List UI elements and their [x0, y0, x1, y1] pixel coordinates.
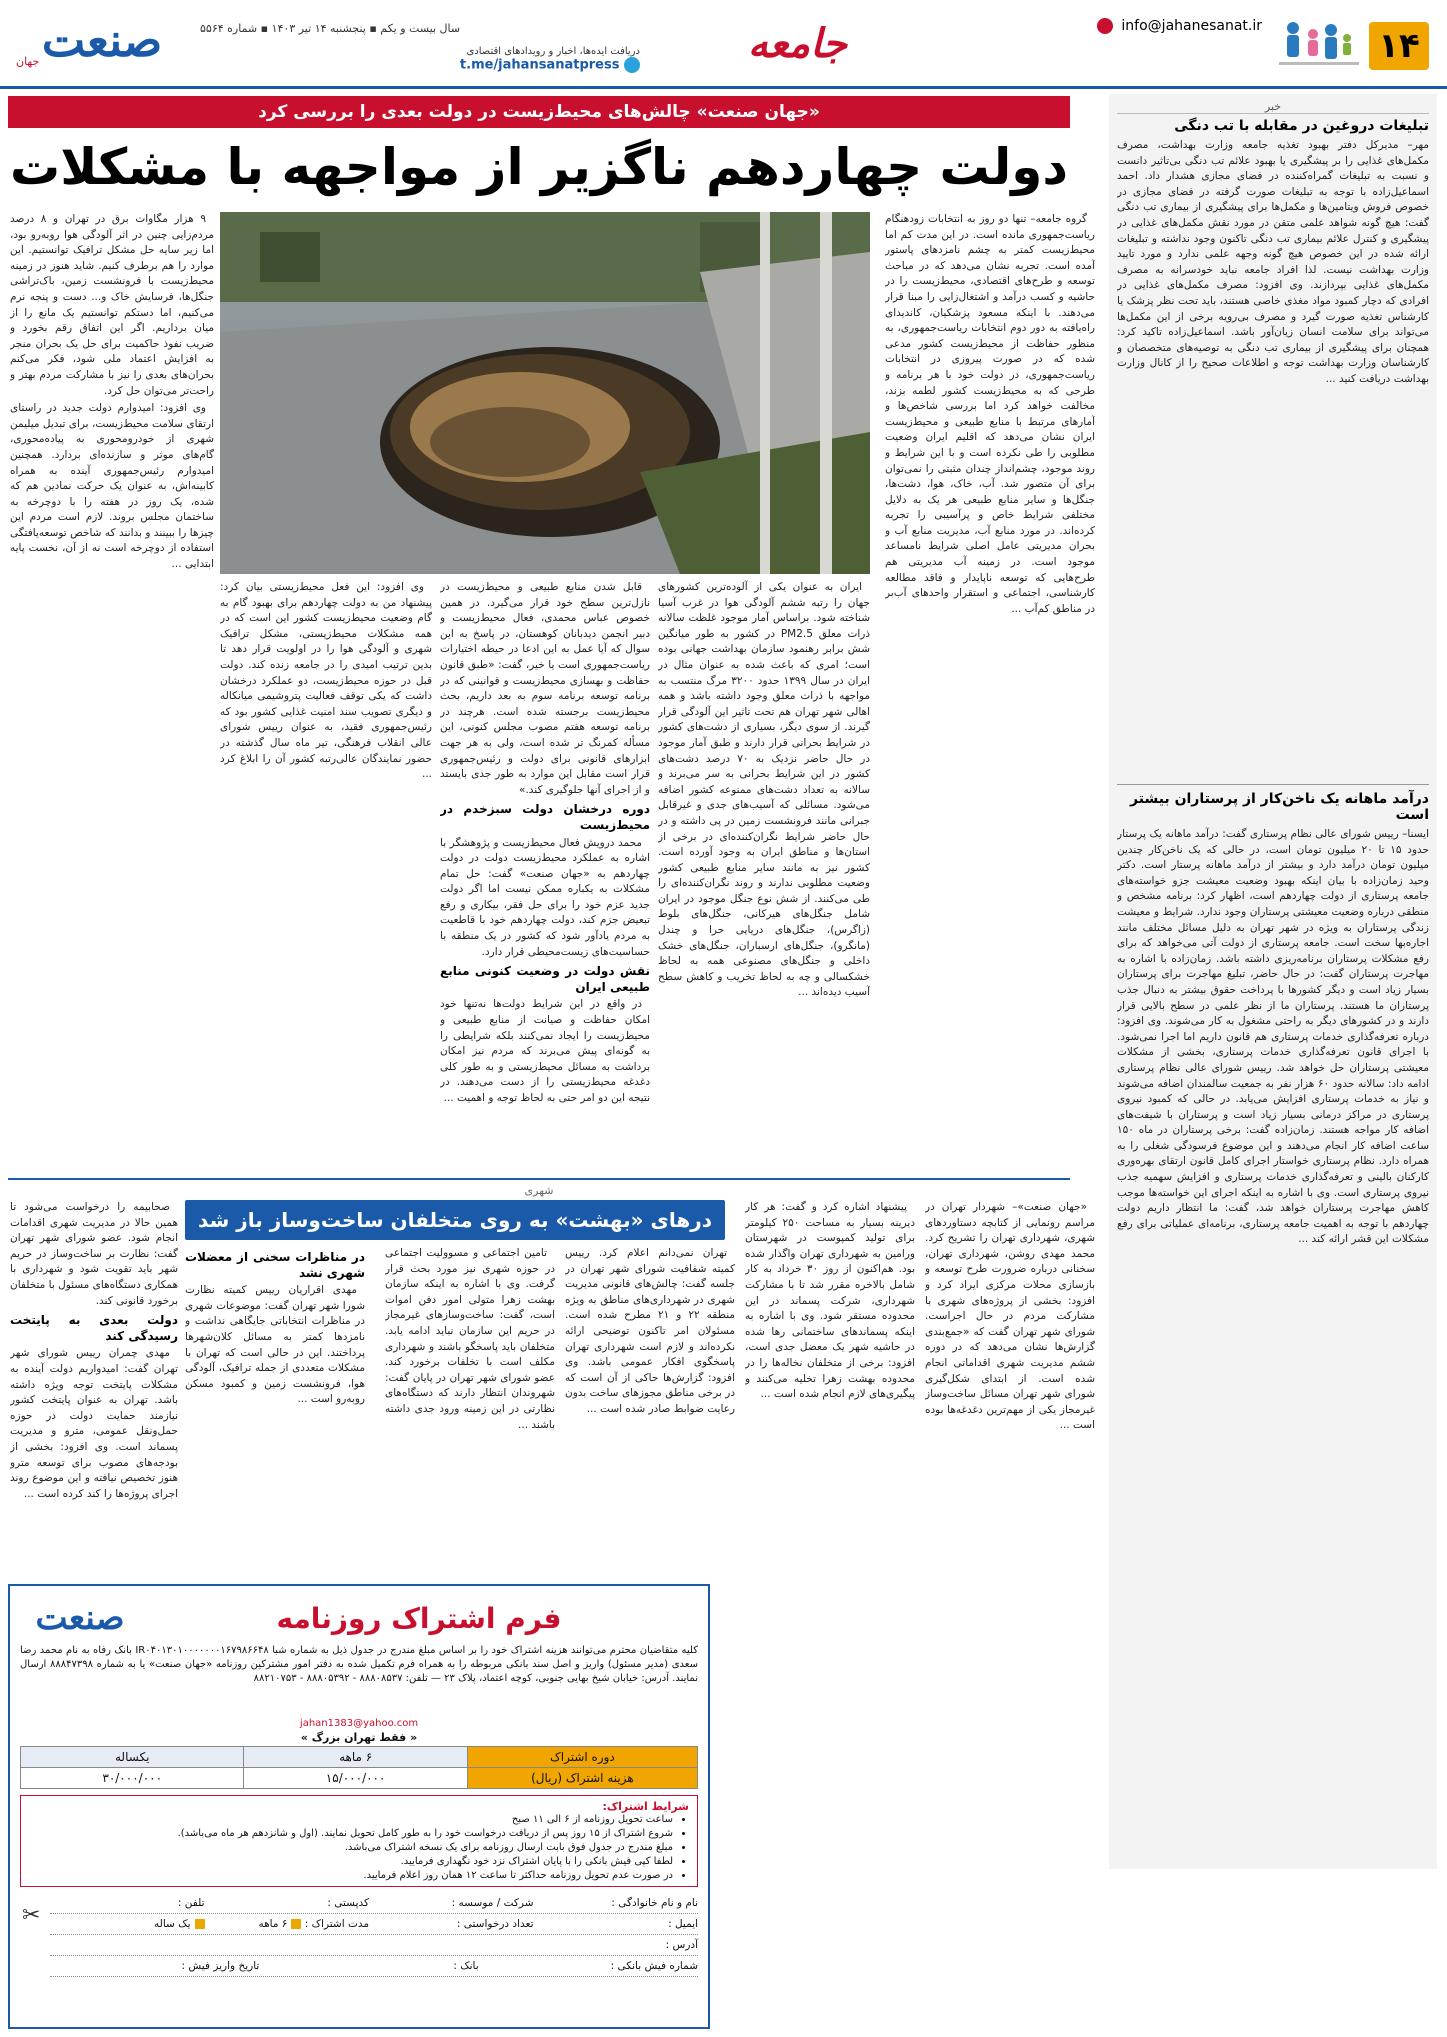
field-period: مدت اشتراک :	[304, 1918, 369, 1930]
bottom-subhead-2: دولت بعدی به پایتخت رسیدگی کند	[10, 1313, 178, 1343]
bottom-column-1: «جهان صنعت»– شهردار تهران در مراسم رونمایی از کتابچه دستاوردهای شهری، شهرداری تهران را تشریح کرد. محمد مهدی روشن، شهرداری تهران، سخنانی درباره ضرورت طرح توسعه و بازسازی محلات مرکزی ایراد کرد و افزود: بخشی از پروژه‌های شهری با مشارکت مردم در حال اجراست. شورای شهر تهران گفت که «جمع‌بندی گزارش‌ها نشان می‌دهد که در دوره ششم مدیریت شهری اقداماتی انجام شده است. از ابتدای شکل‌گیری شورای شهر تهران مسائل ساخت‌وساز غیرمجاز یکی از مهم‌ترین دغدغه‌ها بوده است ...	[925, 1201, 1095, 1432]
sidebar-body-2: ایسنا– رییس شورای عالی نظام پرستاری گفت: درآمد ماهانه یک پرستار حدود ۱۵ تا ۲۰ میلیون تومان است، در حالی که یک ناخن‌کار چندین میلیون تومان درآمد دارد و بیشتر از درآمد ماهانه پرستار است. دکتر وحید زمان‌زاده با بیان اینکه بهبود وضعیت معیشت جزو خواسته‌های جامعه پرستاری از دولت چهاردهم است، اظهار کرد: برنامه مشخص و منطقی درباره وضعیت معیشتی پرستاران وجود ندارد. شرایط و معیشت زندگی پرستاران به ویژه در شهر تهران به دلیل مسائل مختلف مانند اجاره‌بها سخت است. جامعه پرستاری از دولت آتی می‌خواهد که برای رفع مشکلات پرستاران برنامه‌ریزی داشته باشد. زمان‌زاده با اشاره به مهاجرت پرستاران گفت: در حال حاضر، تبلیغ مهاجرت برای پرستاران بسیار زیاد است و دیگر کشورها با پرداخت حقوق بیشتر به دنبال جذب پرستاران ما هستند. پرستاران ما از نظر علمی در سطح بالایی قرار دارند و در کشورهای دیگر به راحتی مشغول به کار می‌شوند. وی افزود: درباره تعرفه‌گذاری خدمات پرستاری هم قانون داریم اما اجرا نمی‌شود. با اجرای قانون تعرفه‌گذاری خدمات پرستاری، بخشی از مشکلات معیشتی پرستاران حل خواهد شد. رییس شورای عالی نظام پرستاری ادامه داد: سالانه حدود ۶۰ هزار نفر به جمعیت سالمندان اضافه می‌شوند و نیاز به خدمات پرستاری افزایش می‌یابد. در حالی که کمبود نیروی پرستاری در مراکز درمانی بسیار زیاد است و پرستاران با شیفت‌های اضافه کار مواجه هستند. زمان‌زاده گفت: برخی پرستاران در ماه ۱۵۰ ساعت اضافه کار انجام می‌دهند و این موضوع فرسودگی شغلی را به همراه دارد. نظام پرستاری خواستار اجرای کامل قانون ارتقای بهره‌وری کارکنان بالینی و تعرفه‌گذاری خدمات پرستاری و افزایش سهمیه جذب نیروی پرستاری است. وی با اشاره به اینکه اجرای این خواسته‌ها موجب کاهش مهاجرت پرستاران خواهد شد، گفت: ما انتظار داریم دولت چهاردهم با توجه به اهمیت جامعه پرستاری، برنامه‌ای عملیاتی برای رفع مشکلات این قشر ارائه کند ...	[1117, 828, 1429, 1246]
lead-column-3b: وی افزود: این فعل محیط‌زیستی بیان کرد: پیشنهاد من به دولت چهاردهم برای بهبود گام به گام وضعیت محیط‌زیست کشور این است که در همه مشکلات محیط‌زیستی، مشکل ترافیک شهری و آلودگی هوا را در اولویت قرار دهد تا بدین ترتیب امیدی را در جامعه زنده کند. دولت قبل در حوزه محیط‌زیست، دو عملکرد درخشان داشت که یکی توقف فعالیت پتروشیمی میانکاله و دیگری تصویب سند امنیت غذایی کشور بود که رئیس‌جمهوری فقید، به عنوان رییس شورای عالی انقلاب فرهنگی، تیر ماه سال گذشته در حضور نمایندگان عالی‌رتبه کشور آن را ابلاغ کرد ...	[220, 581, 432, 781]
condition-item: • شروع اشتراک از ۱۵ روز پس از دریافت درخواست خود را به طور کامل تحویل نمایند. (اول و شانزدهم هر ماه می‌باشد).	[29, 1827, 673, 1841]
subscription-intro: کلیه متقاضیان محترم می‌توانند هزینه اشتراک خود را بر اساس مبلغ مندرج در جدول ذیل به شماره شبا IR۰۴۰۱۳۰۱۰۰۰۰۰۰۰۱۶۷۹۸۶۶۴۸ بانک رفاه به نام محمد رضا سعدی (مدیر مسئول) واریز و اصل سند بانکی مربوطه را به همراه فرم تکمیل شده به دفتر امور مشترکین روزنامه «جهان صنعت» یا به شماره ۸۸۸۴۷۳۹۸ ارسال نمایند. آدرس: خیابان شیخ بهایی جنوبی، کوچه اعتماد، پلاک ۲۳ — تلفن: ۸۸۸۰۸۵۳۷ - ۸۸۸۰۵۳۹۲ - ۸۸۲۱۰۷۵۳	[20, 1645, 698, 1684]
telegram-handle: t.me/jahansanatpress	[459, 57, 620, 73]
field-postal[interactable]: کدپستی :	[327, 1897, 369, 1909]
sidebar-title-1: تبلیغات دروغین در مقابله با تب دنگی	[1174, 118, 1429, 134]
lead-subhead-2: نقش دولت در وضعیت کنونی منابع طبیعی ایران	[440, 964, 650, 994]
condition-item: • مبلغ مندرج در جدول فوق بابت ارسال روزنامه برای یک نسخه اشتراک می‌باشد.	[29, 1841, 673, 1855]
lead-headline: دولت چهاردهم ناگزیر از مواجهه با مشکلات	[9, 138, 1069, 196]
page-header	[0, 0, 1447, 90]
section-divider	[8, 1178, 1070, 1180]
page-number-badge	[1369, 22, 1429, 70]
sidebar	[1109, 94, 1437, 1869]
condition-item: • در صورت عدم تحویل روزنامه حداکثر تا ساعت ۱۲ همان روز اعلام فرمایید.	[29, 1869, 673, 1883]
price-table-price-header: هزینه اشتراک (ریال)	[467, 1768, 697, 1789]
telegram-block[interactable]	[440, 46, 640, 73]
price-table	[20, 1746, 698, 1789]
field-count[interactable]: تعداد درخواستی :	[456, 1918, 534, 1930]
scissors-icon: ✂	[22, 1903, 41, 1928]
sidebar-label: خبر	[1117, 100, 1429, 114]
lead-subhead-1: دوره درخشان دولت سبزخدم در محیط‌زیست	[440, 802, 650, 832]
bottom-column-2: پیشنهاد اشاره کرد و گفت: هر کار دیرینه بسیار به مساحت ۲۵۰ کیلومتر برای تولید کمپوست در شهرستان ورامین به شهرداری تهران واگذار شده بود. هم‌اکنون از روز ۳۰ خرداد به کار شامل بالاخره مقرر شد تا با مشارکت شهرداری، شرکت پسماند در این محدوده مستقر شود. وی با اشاره به اینکه پسماندهای ساختمانی رها شده در حاشیه شهر یک معضل جدی است، افزود: برخی از متخلفان نخاله‌ها را در محدوده بهشت زهرا تخلیه می‌کنند و پیگیری‌های لازم انجام شده است ...	[745, 1201, 915, 1401]
price-table-period-header: دوره اشتراک	[467, 1747, 697, 1768]
subscription-form	[8, 1584, 710, 2029]
subscription-logo: صنعت	[35, 1598, 125, 1638]
page-number: ۱۴	[1378, 26, 1420, 66]
price-table-price-1y: ۳۰/۰۰۰/۰۰۰	[21, 1768, 244, 1789]
field-name[interactable]: نام و نام خانوادگی :	[611, 1897, 698, 1909]
lead-column-2: ایران به عنوان یکی از آلوده‌ترین کشورهای جهان را رتبه ششم آلودگی هوا در غرب آسیا شناخته شود. براساس آمار موجود غلظت سالانه ذرات معلق PM2.5 در کشور به طور میانگین شش برابر رهنمود سازمان بهداشت جهانی بوده است؛ امری که باعث شده به عنوان مثال در ایران در سال ۱۳۹۹ حدود ۳۲۰۰ مرگ منتسب به مواجهه با ذرات معلق وجود داشته باشد و همه اهالی شهر تهران هم تحت تاثیر این آلودگی قرار گیرند. از سوی دیگر، بسیاری از دشت‌های کشور در شرایط بحرانی قرار دارند و طبق آمار موجود در حال حاضر نزدیک به ۷۰ درصد دشت‌های کشور در این شرایط بحرانی به سر می‌برند و سالانه به تعداد دشت‌های ممنوعه کشور اضافه می‌شود. مسائلی که آسیب‌های جدی و غیرقابل جبرانی مانند فرونشست زمین در پی داشته و در حال حاضر شرایط نگران‌کننده‌ای در برخی از استان‌ها و مناطق ایران به وجود آورده است. کشور نیز به مانند سایر منابع طبیعی کشور وضعیت مطلوبی ندارند و روند نگران‌کننده‌ای را طی می‌کنند. از شش نوع جنگل موجود در ایران شامل جنگل‌های هیرکانی، جنگل‌های بلوط (زاگرس)، جنگل‌های دریایی حرا و چندل (مانگرو)، جنگل‌های ارسباران، جنگل‌های خشک داخلی و جنگل‌های مصنوعی همه به لحاظ خشکسالی و چه به لحاظ تخریب و کاهش سطح آسیب دیده‌اند ...	[658, 581, 870, 999]
condition-item: • ساعت تحویل روزنامه از ۶ الی ۱۱ صبح	[29, 1813, 673, 1827]
lead-column-3: قابل شدن منابع طبیعی و محیط‌زیست در نازل‌ترین سطح خود قرار می‌گیرد. در همین خصوص عباس محمدی، فعال محیط‌زیست و دبیر انجمن دیدبانان کوهستان، در پاسخ به این سوال که آیا عمل به این ادعا در حیطه اختیارات ریاست‌جمهوری است یا خیر، گفت: «طبق قانون حفاظت و بهسازی محیط‌زیست و قوانینی که در برنامه توسعه برنامه سوم به بعد داریم، بحث محیط‌زیست برجسته شده است. هرچند در برنامه توسعه هفتم مصوب مجلس کنونی، این مسأله کمرنگ تر شده است، ولی به هر جهت ابزارهای قانونی برای دولت و رئیس‌جمهوری قرار است مقابل این موارد به طور جدی بایستد و از اجرای آنها جلوگیری کند.» دوره درخشان دولت سبزخدم در محیط‌زیست محمد درویش فعال محیط‌زیست و پژوهشگر با اشاره به عملکرد محیط‌زیست دولت در دولت چهاردهم به «جهان صنعت» گفت: حل تمام مشکلات به یکباره ممکن نیست اما اگر دولت جدید عزم خود را برای حل فقر، بیکاری و رفع تبعیض جزم کند، دولت چهاردهم خود با قاطعیت به مردم یادآور شود که کشور در یک منطقه با حساسیت‌های زیست‌محیطی قرار دارد. نقش دولت در وضعیت کنونی منابع طبیعی ایران در واقع در این شرایط دولت‌ها نه‌تنها خود امکان حفاظت و صیانت از منابع طبیعی و محیط‌زیست را ایجاد نمی‌کنند بلکه شرایطی را به گونه‌ای پیش می‌برند که مردم نیز امکان برداشت به مسائل محیط‌زیستی و به طور کلی دغدغه محیط‌زیستی را از دست می‌دهند. در نتیجه این دو امر حتی به لحاظ توجه و اهمیت ...	[440, 581, 650, 1104]
field-date[interactable]: تاریخ واریز فیش :	[181, 1960, 260, 1972]
logo: صنعت جهان	[16, 13, 163, 68]
price-table-period-6m: ۶ ماهه	[244, 1747, 467, 1768]
bottom-column-6: صحابیمه را درخواست می‌شود تا همین حالا در مدیریت شهری اقدامات انجام شود. عضو شورای شهر تهران گفت: نظارت بر ساخت‌وساز در حریم شهر باید تقویت شود و شهرداری با همکاری دستگاه‌های مسئول با متخلفان برخورد قانونی کند. دولت بعدی به پایتخت رسیدگی کند مهدی چمران رییس شورای شهر تهران گفت: امیدواریم دولت آینده به مشکلات پایتخت توجه ویژه داشته باشد. تهران به عنوان پایتخت کشور نیازمند حمایت دولت در حوزه حمل‌ونقل عمومی، مترو و مدیریت پسماند است. وی افزود: بخشی از بودجه‌های مصوب برای توسعه مترو هنوز تخصیص نیافته و این موضوع روند اجرای پروژه‌ها را کند کرده است ...	[10, 1201, 178, 1500]
field-company[interactable]: شرکت / موسسه :	[451, 1897, 534, 1909]
condition-item: • لطفا کپی فیش بانکی را با پایان اشتراک نزد خود نگهداری فرمایید.	[29, 1855, 673, 1869]
telegram-caption: دریافت ایده‌ها، اخبار و رویدادهای اقتصادی	[466, 46, 640, 57]
telegram-icon	[624, 57, 640, 73]
field-email[interactable]: ایمیل :	[668, 1918, 698, 1930]
bottom-subhead-1: در مناظرات سخنی از معضلات شهری نشد	[185, 1250, 365, 1280]
sinkhole-photo	[220, 212, 870, 574]
lead-column-1: گروه جامعه– تنها دو روز به انتخابات زودهنگام ریاست‌جمهوری مانده است. در این مدت کم اما محیط‌زیست کمتر به چشم نامزدهای پاستور آمده است. تجربه نشان می‌دهد که در مباحث توسعه و طرح‌های اقتصادی، محیط‌زیست را در حاشیه و کسب درآمد و اشتغال‌زایی را مبنا قرار می‌دهند. با اینکه مسعود پزشکیان، کاندیدای راه‌یافته به دور دوم انتخابات ریاست‌جمهوری، به منظور حفاظت از محیط‌زیست کشور مدعی شده که در صورت پیروزی در انتخابات ریاست‌جمهوری، در دولت خود با هر برنامه و طرحی که به محیط‌زیست کشور لطمه بزند، مخالفت خواهد کرد اما بررسی شاخص‌ها و آمارهای مرتبط با منابع طبیعی و محیط‌زیست ایران نشان می‌دهد که اقلیم ایران وضعیت مطلوبی را طی نکرده است و با این شرایط و روند موجود، چشم‌انداز چندان مثبتی را نمی‌توان برای آن متصور شد. آب، خاک، هوا، دشت‌ها، جنگل‌ها و سایر منابع طبیعی هر یک به دلایل مختلفی شرایط خاص و پرآسیبی را تجربه کرده‌اند. در مورد منابع آب، مدیریت منابع آب و بحران مدیریتی عامل اصلی شرایط نامساعد موجود است. در زمینه آب مدیریتی هم طرح‌هایی که توسعه ناپایدار و فاقد مطالعه کارشناسی، اجتماعی و استقرار واحدهای آب‌بر در مناطق کم‌آب ...	[885, 213, 1095, 615]
field-receipt[interactable]: شماره فیش بانکی :	[610, 1960, 698, 1972]
email-icon	[1097, 18, 1113, 34]
header-email[interactable]: info@jahanesanat.ir	[1097, 18, 1262, 34]
lead-kicker: «جهان صنعت» چالش‌های محیط‌زیست در دولت بعدی را بررسی کرد	[8, 96, 1070, 128]
bottom-column-4: تامین اجتماعی و مسوولیت اجتماعی در حوزه شهری نیز مورد بحث قرار گرفت. وی با اشاره به اینکه سازمان بهشت زهرا متولی امور دفن اموات است، گفت: ساخت‌وسازهای غیرمجاز در حریم این سازمان نباید ادامه یابد. متخلفان باید پاسخگو باشند و شهرداری مکلف است با تخلفات برخورد کند. عضو شورای شهر تهران در پایان گفت: شهروندان انتظار دارند که دستگاه‌های نظارتی در این زمینه ورود جدی داشته باشند ...	[385, 1247, 555, 1431]
sidebar-title-2: درآمد ماهانه یک ناخن‌کار از پرستاران بیشتر است	[1130, 791, 1429, 823]
field-address[interactable]: آدرس :	[665, 1939, 698, 1951]
lead-column-4: ۹ هزار مگاوات برق در تهران و ۸ درصد مردم‌زایی چنین در اثر آلودگی هوا روبه‌رو بود، اما زیر سایه حل مشکل ترافیک توانستیم. این موارد را هم برطرف کنیم. شاید هنوز در زمینه محیط‌زیست با فرونشست زمین، باک‌تراشی جنگل‌ها، فرسایش خاک و... دست و پنجه نرم می‌کنیم، اما دستکم توانستیم یک مانع را از میان برداریم. اگر این اتفاق رقم بخورد و ضریب نفوذ حاکمیت برای حل یک بحران منجر به افزایش اعتماد ملی شود، فکر می‌کنم بحران‌های بعدی را نیز با مشارکت مردم بهتر و راحت‌تر می‌توان حل کرد. وی افزود: امیدوارم دولت جدید در راستای ارتقای سلامت محیط‌زیست، برای تبدیل میلیمن شهری از خودرومحوری به پیاده‌محوری، گام‌های موثر و سازنده‌ای بردارد. همچنین امیدوارم رئیس‌جمهوری آینده به همراه کابینه‌اش، به عنوان یک حرکت نمادین هم که شده، یک روز در هفته را با دوچرخه به ساختمان مجلس بروند. لازم است مردم این چیزها را ببینند و بدانند که شاخص توسعه‌یافتگی استفاده از دوچرخه است نه از آن، نخست پایه ابتدایی ...	[10, 213, 214, 571]
conditions-title: شرایط اشتراک:	[602, 1800, 689, 1813]
family-icon	[1279, 18, 1359, 70]
conditions-block	[20, 1795, 698, 1887]
bottom-column-5: در مناظرات سخنی از معضلات شهری نشد مهدی اقراریان رییس کمیته نظارت شورا شهر تهران گفت: موضوعات شهری در مناظرات انتخاباتی جایگاهی نداشت و نامزدها کمتر به مسائل کلان‌شهرها پرداختند. این در حالی است که تهران با مشکلات متعددی از جمله ترافیک، آلودگی هوا، فرونشست زمین و کمبود مسکن روبه‌رو است ...	[185, 1250, 365, 1406]
bottom-column-3: تهران نمی‌دانم اعلام کرد. رییس کمیته شفافیت شورای شهر تهران در جلسه گفت: چالش‌های قانونی مدیریت شهری در شهرداری‌های مناطق به ویژه منطقه ۲۲ و ۲۱ مطرح شده است. مسئولان امر تاکنون توضیحی ارائه نکرده‌اند و لازم است شهرداری تهران پاسخگوی افکار عمومی باشد. وی افزود: گزارش‌ها حاکی از آن است که در برخی مناطق مجوزهای ساخت بدون رعایت ضوابط صادر شده است ...	[565, 1247, 735, 1415]
issue-line: سال بیست و یکم ▪ پنجشنبه ۱۴ تیر ۱۴۰۳ ▪ شماره ۵۵۶۴	[200, 22, 461, 35]
field-bank[interactable]: بانک :	[453, 1960, 479, 1972]
section-title: جامعه	[747, 20, 847, 67]
sidebar-body-1: مهر– مدیرکل دفتر بهبود تغذیه جامعه وزارت بهداشت، مصرف مکمل‌های غذایی را بر پیشگیری یا بهبود علائم تب دنگی بی‌تاثیر دانست و نسبت به تبلیغات گمراه‌کننده در فضای مجازی هشدار داد. احمد اسماعیل‌زاده با توجه به تبلیغات صورت گرفته در فضای مجازی در خصوص فروش ویتامین‌ها و مکمل‌ها برای پیشگیری از بیماری تب دنگی گفت: هیچ گونه شواهد علمی متقن در مورد نقش مکمل‌های غذایی در پیشگیری و کنترل علائم بیماری تب دنگی تاکنون وجود نداشته و تبلیغات ارائه شده در این خصوص هیچ گونه وجهه علمی ندارد و مورد تایید وزارت بهداشت نیست. لذا افراد جامعه نباید خودسرانه به مصرف مکمل‌های غذایی بپردازند. وی افزود: مصرف مکمل‌های غذایی در افرادی که دچار کمبود مواد مغذی خاصی هستند، باید تحت نظر پزشک یا کارشناس تغذیه صورت گیرد و مصرف بی‌رویه برخی از این مکمل‌ها می‌تواند برای سلامت انسان زیان‌آور باشد. اسماعیل‌زاده تاکید کرد: همچنان برای پیشگیری از بیماری تب دنگی به توصیه‌های متخصصان و کارشناسان وزارت بهداشت توجه و اطلاعات صحیح را از کانال وزارت بهداشت دریافت کنید ...	[1117, 139, 1429, 385]
price-table-price-6m: ۱۵/۰۰۰/۰۰۰	[244, 1768, 467, 1789]
subscription-title: فرم اشتراک روزنامه	[276, 1601, 562, 1635]
subscription-fields: نام و نام خانوادگی : شرکت / موسسه : کدپستی : تلفن : ایمیل : تعداد درخواستی : مدت اشتراک : ۶ ماهه یک ساله آدرس : شماره فیش بانکی : بانک : تاریخ واریز فیش : ✂	[20, 1893, 698, 1977]
header-divider	[0, 86, 1447, 89]
checkbox-six-months[interactable]	[291, 1919, 301, 1929]
price-table-period-1y: یکساله	[21, 1747, 244, 1768]
bottom-headline: درهای «بهشت» به روی متخلفان ساخت‌وساز باز شد	[185, 1200, 725, 1240]
checkbox-one-year[interactable]	[195, 1919, 205, 1929]
price-table-caption: « فقط تهران بزرگ »	[300, 1731, 418, 1744]
bottom-section-label: شهری	[524, 1184, 554, 1197]
field-phone[interactable]: تلفن :	[177, 1897, 205, 1909]
subscription-email[interactable]: jahan1383@yahoo.com	[299, 1718, 419, 1729]
